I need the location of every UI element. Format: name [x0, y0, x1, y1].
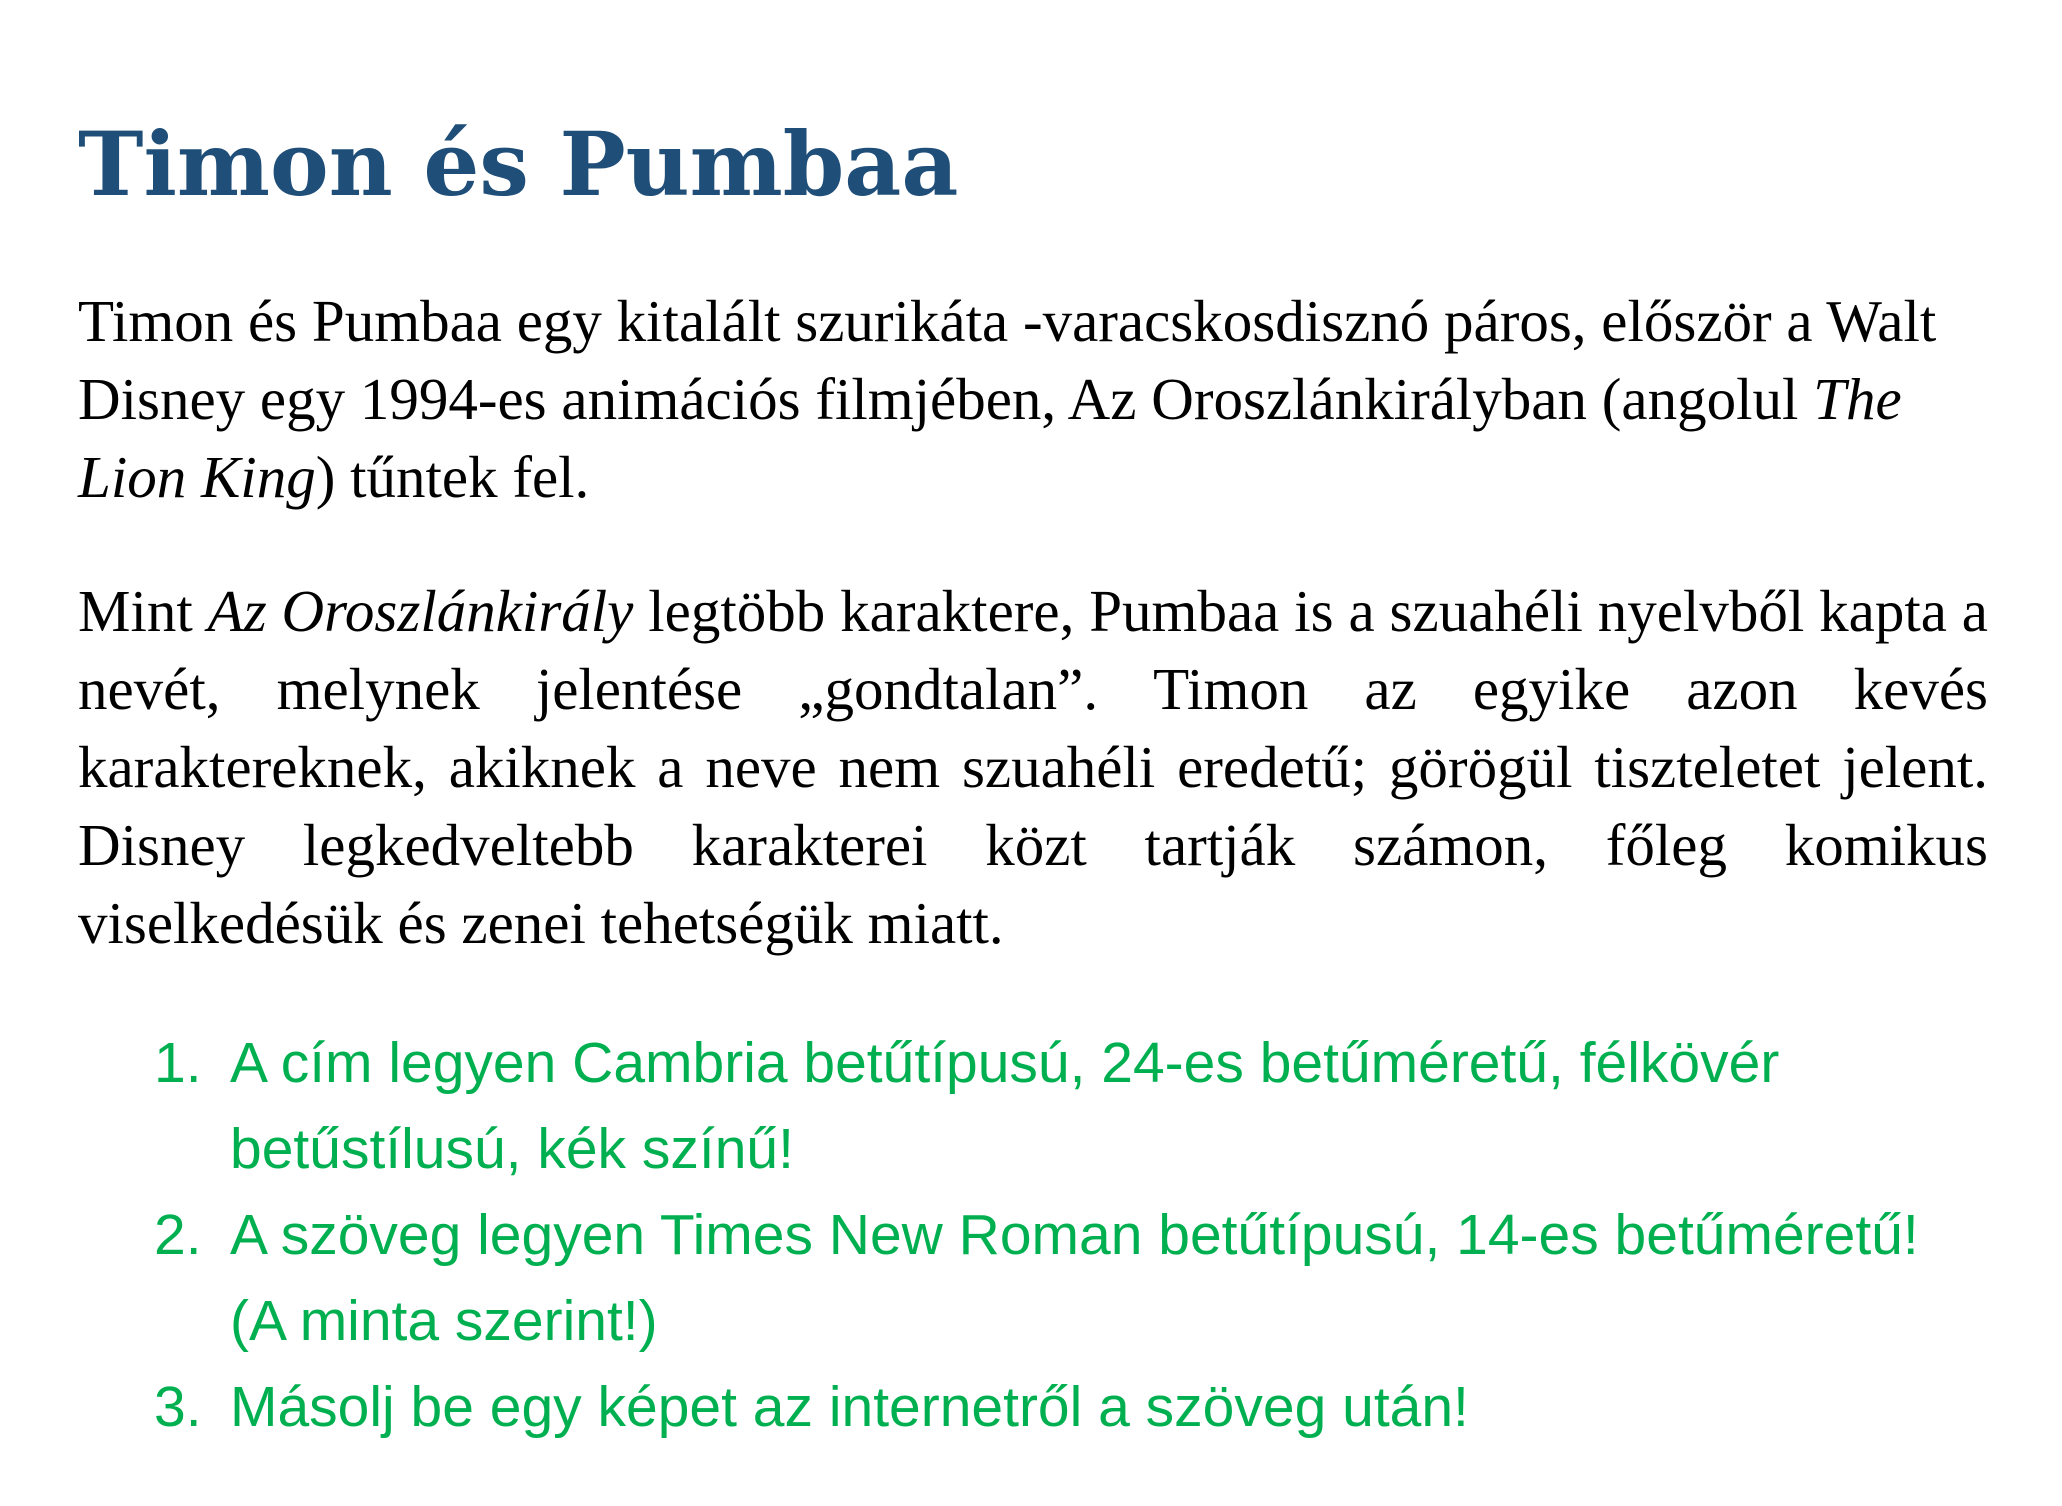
task-text: A cím legyen Cambria betűtípusú, 24-es betűméretű, félkövér betűstílusú, kék színű! — [230, 1031, 1780, 1181]
paragraph-intro-end: ) tűntek fel. — [315, 444, 590, 510]
task-item — [78, 1364, 1988, 1450]
task-text: A szöveg legyen Times New Roman betűtípusú, 14-es betűméretű! (A minta szerint!) — [230, 1203, 1919, 1353]
task-number: 1. — [154, 1031, 202, 1095]
paragraph-names-text: legtöbb karaktere, Pumbaa is a szuahéli nyelvből kapta a nevét, melynek jelentése „gondtalan”. Timon az egyike azon kevés karaktereknek, akiknek a neve nem szuahéli eredetű; görögül tiszteletet jelent. Disney legkedveltebb karakterei közt tartják számon, főleg komikus viselkedésük és zenei tehetségük miatt. — [78, 578, 1988, 956]
task-item — [78, 1192, 1988, 1364]
paragraph-intro-text: Timon és Pumbaa egy kitalált szurikáta -varacskosdisznó páros, először a Walt Disney egy 1994-es animációs filmjében, Az Oroszlánkirályban (angolul — [78, 288, 1937, 432]
task-item — [78, 1020, 1988, 1192]
task-number: 2. — [154, 1203, 202, 1267]
english-title-italic: The Lion King — [78, 366, 1902, 510]
paragraph-names — [78, 572, 1988, 962]
film-title-italic: Az Oroszlánkirály — [207, 578, 634, 644]
task-list — [78, 1020, 1988, 1450]
task-text: Másolj be egy képet az internetről a szöveg után! — [230, 1375, 1469, 1439]
task-number: 3. — [154, 1375, 202, 1439]
paragraph-intro — [78, 282, 1988, 516]
paragraph-names-start: Mint — [78, 578, 208, 644]
document-title: Timon és Pumbaa — [78, 112, 959, 216]
